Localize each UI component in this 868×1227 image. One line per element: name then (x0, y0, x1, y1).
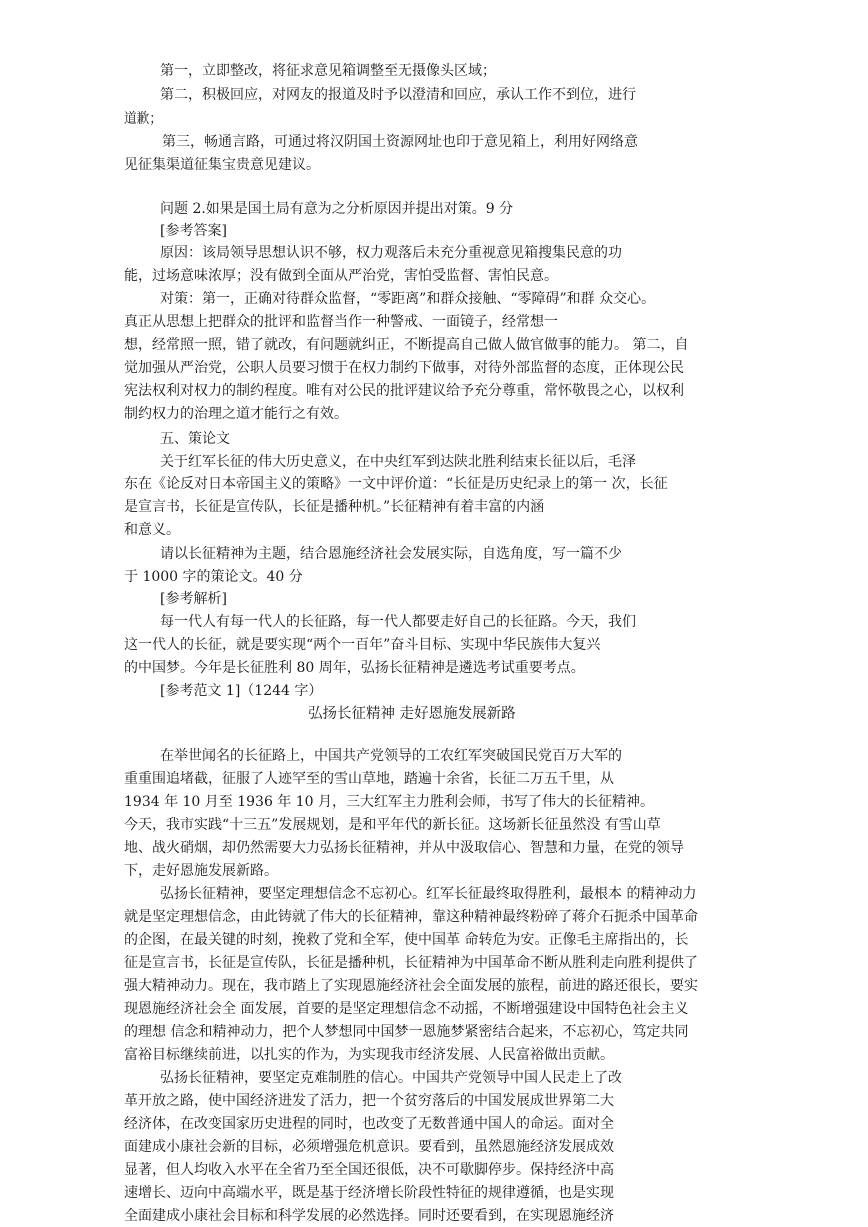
text-line: 的理想 信念和精神动力，把个人梦想同中国梦一恩施梦紧密结合起来，不忘初心，笃定共同 (124, 1024, 689, 1040)
text-line: 重重围追堵截，征服了人迹罕至的雪山草地，踏遍十余省，长征二万五千里，从 (124, 771, 614, 787)
text-line: 经济体，在改变国家历史进程的同时，也改变了无数普通中国人的命运。面对全 (124, 1116, 614, 1132)
text-line: 真正从思想上把群众的批评和监督当作一种警戒、一面镜子，经常想一 (124, 314, 558, 330)
text-line: 地、战火硝烟，却仍然需要大力弘扬长征精神，并从中汲取信心、智慧和力量，在党的领导 (124, 840, 684, 856)
text-line: 在举世闻名的长征路上，中国共产党领导的工农红军突破国民党百万大军的 (160, 748, 622, 764)
text-line: 第二，积极回应，对网友的报道及时予以澄清和回应，承认工作不到位，进行 (160, 87, 636, 103)
text-line: [参考解析] (160, 591, 227, 607)
text-line: 对策：第一，正确对待群众监督，“零距离”和群众接触、“零障碍”和群 众交心。 (160, 291, 656, 307)
text-line: 现恩施经济社会全 面发展，首要的是坚定理想信念不动摇，不断增强建设中国特色社会主义 (124, 1001, 689, 1017)
text-line: 请以长征精神为主题，结合恩施经济社会发展实际，自选角度，写一篇不少 (160, 546, 622, 562)
text-line: 东在《论反对日本帝国主义的策略》一文中评价道：“长征是历史纪录上的第一 次，长征 (124, 476, 668, 492)
text-line: 1934 年 10 月至 1936 年 10 月，三大红军主力胜利会师，书写了伟大的长征精神。 (124, 794, 655, 810)
text-line: 征是宣言书，长征是宣传队，长征是播种机，长征精神为中国革命不断从胜利走向胜利提供了 (124, 955, 698, 971)
text-line: 关于红军长征的伟大历史意义，在中央红军到达陕北胜利结束长征以后，毛泽 (160, 454, 636, 470)
text-line: 强大精神动力。现在，我市踏上了实现恩施经济社会全面发展的旅程，前进的路还很长，要实 (124, 978, 698, 994)
text-line: 宪法权利对权力的制约程度。唯有对公民的批评建议给予充分尊重，常怀敬畏之心，以权利 (124, 383, 684, 399)
text-line: 第一，立即整改，将征求意见箱调整至无摄像头区域； (160, 63, 496, 79)
text-line: 就是坚定理想信念，由此铸就了伟大的长征精神，靠这种精神最终粉碎了蒋介石扼杀中国革命 (124, 909, 698, 925)
text-line: 问题 2.如果是国土局有意为之分析原因并提出对策。9 分 (160, 201, 514, 217)
text-line: 这一代人的长征，就是要实现“两个一百年”奋斗目标、实现中华民族伟大复兴 (124, 637, 601, 653)
text-line: 显著，但人均收入水平在全省乃至全国还很低，决不可歇脚停步。保持经济中高 (124, 1162, 614, 1178)
text-line: 和意义。 (124, 522, 180, 538)
text-line: 革开放之路，使中国经济进发了活力，把一个贫穷落后的中国发展成世界第二大 (124, 1093, 614, 1109)
text-line: 面建成小康社会新的目标，必须增强危机意识。要看到，虽然恩施经济发展成效 (124, 1139, 614, 1155)
text-line: 弘扬长征精神，要坚定克难制胜的信心。中国共产党领导中国人民走上了改 (160, 1070, 622, 1086)
text-line: 是宣言书，长征是宣传队，长征是播种机。”长征精神有着丰富的内涵 (124, 499, 545, 515)
text-line: 原因：该局领导思想认识不够，权力观落后未充分重视意见箱搜集民意的功 (160, 245, 622, 261)
text-line: 每一代人有每一代人的长征路，每一代人都要走好自己的长征路。今天，我们 (160, 614, 636, 630)
text-line: 能，过场意味浓厚；没有做到全面从严治党，害怕受监督、害怕民意。 (124, 268, 558, 284)
text-line: 见征集渠道征集宝贵意见建议。 (124, 157, 320, 173)
text-line: 道歉； (124, 111, 163, 127)
text-line: [参考范文 1]（1244 字） (160, 683, 323, 699)
text-line: 想，经常照一照，错了就改，有问题就纠正，不断提高自己做人做官做事的能力。 第二，自 (124, 337, 689, 353)
text-line: 五、策论文 (160, 431, 230, 447)
text-line: 的中国梦。今年是长征胜利 80 周年，弘扬长征精神是遴选考试重要考点。 (124, 660, 585, 676)
text-line: 弘扬长征精神，要坚定理想信念不忘初心。红军长征最终取得胜利，最根本 的精神动力 (160, 886, 697, 902)
text-line: 全面建成小康社会目标和科学发展的必然选择。同时还要看到，在实现恩施经济 (124, 1208, 614, 1224)
text-line: 觉加强从严治党，公职人员要习惯于在权力制约下做事，对待外部监督的态度，正体现公民 (124, 360, 684, 376)
text-line: 下，走好恩施发展新路。 (124, 863, 278, 879)
text-line: 的企图，在最关键的时刻，挽救了党和全军，使中国革 命转危为安。正像毛主席指出的，长 (124, 932, 689, 948)
text-line: 今天，我市实践“十三五”发展规划，是和平年代的新长征。这场新长征虽然没 有雪山草 (124, 817, 661, 833)
text-line: 于 1000 字的策论文。40 分 (124, 569, 303, 585)
text-line: 第三，畅通言路，可通过将汉阴国土资源网址也印于意见箱上，利用好网络意 (162, 134, 638, 150)
text-line: 富裕目标继续前进，以扎实的作为，为实现我市经济发展、人民富裕做出贡献。 (124, 1047, 614, 1063)
text-line: [参考答案] (160, 223, 227, 239)
text-line: 速增长、迈向中高端水平，既是基于经济增长阶段性特征的规律遵循，也是实现 (124, 1185, 614, 1201)
text-line: 制约权力的治理之道才能行之有效。 (124, 406, 348, 422)
essay-title: 弘扬长征精神 走好恩施发展新路 (308, 706, 516, 722)
